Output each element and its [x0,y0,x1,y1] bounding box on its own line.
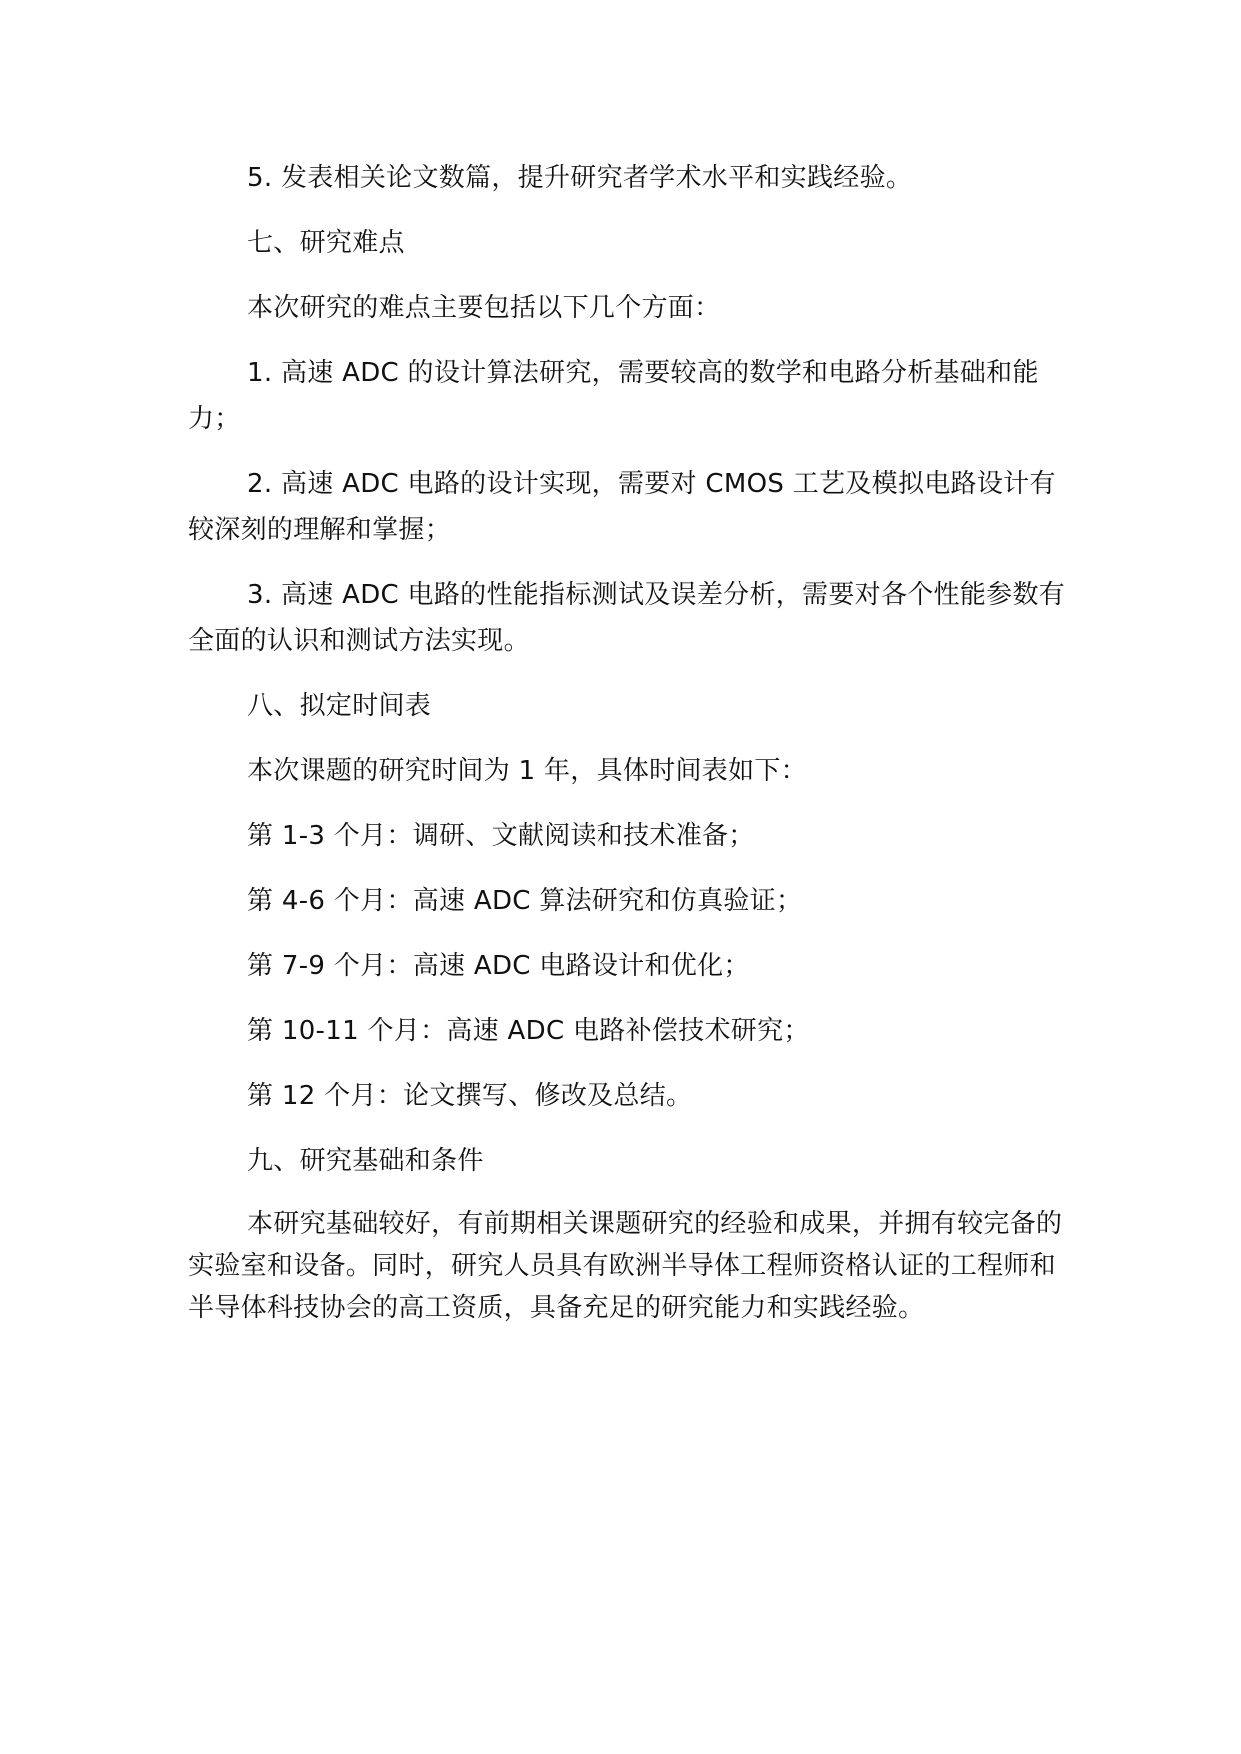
document-page [188,155,1068,1329]
schedule-item: 第 10-11 个月：高速 ADC 电路补偿技术研究； [247,1016,810,1046]
paragraph-difficulty-2: 2. 高速 ADC 电路的设计实现，需要对 CMOS 工艺及模拟电路设计有较深刻的理解和掌握； [188,469,1056,545]
paragraph-schedule-intro: 本次课题的研究时间为 1 年，具体时间表如下： [247,756,807,786]
section-heading-research-foundation: 九、研究基础和条件 [247,1146,484,1176]
schedule-item: 第 12 个月：论文撰写、修改及总结。 [247,1081,693,1111]
paragraph-difficulty-3: 3. 高速 ADC 电路的性能指标测试及误差分析，需要对各个性能参数有全面的认识和测试方法实现。 [188,580,1066,656]
section-heading-research-difficulties: 七、研究难点 [247,228,405,258]
paragraph-result-5: 5. 发表相关论文数篇，提升研究者学术水平和实践经验。 [247,163,913,193]
paragraph-difficulty-1: 1. 高速 ADC 的设计算法研究，需要较高的数学和电路分析基础和能力； [188,358,1039,434]
paragraph-research-foundation: 本研究基础较好，有前期相关课题研究的经验和成果，并拥有较完备的实验室和设备。同时，研究人员具有欧洲半导体工程师资格认证的工程师和半导体科技协会的高工资质，具备充足的研究能力和实践经验。 [188,1209,1063,1323]
schedule-item: 第 7-9 个月：高速 ADC 电路设计和优化； [247,951,750,981]
section-heading-schedule: 八、拟定时间表 [247,691,432,721]
paragraph-difficulties-intro: 本次研究的难点主要包括以下几个方面： [247,293,721,323]
schedule-item: 第 4-6 个月：高速 ADC 算法研究和仿真验证； [247,886,803,916]
schedule-item: 第 1-3 个月：调研、文献阅读和技术准备； [247,821,755,851]
